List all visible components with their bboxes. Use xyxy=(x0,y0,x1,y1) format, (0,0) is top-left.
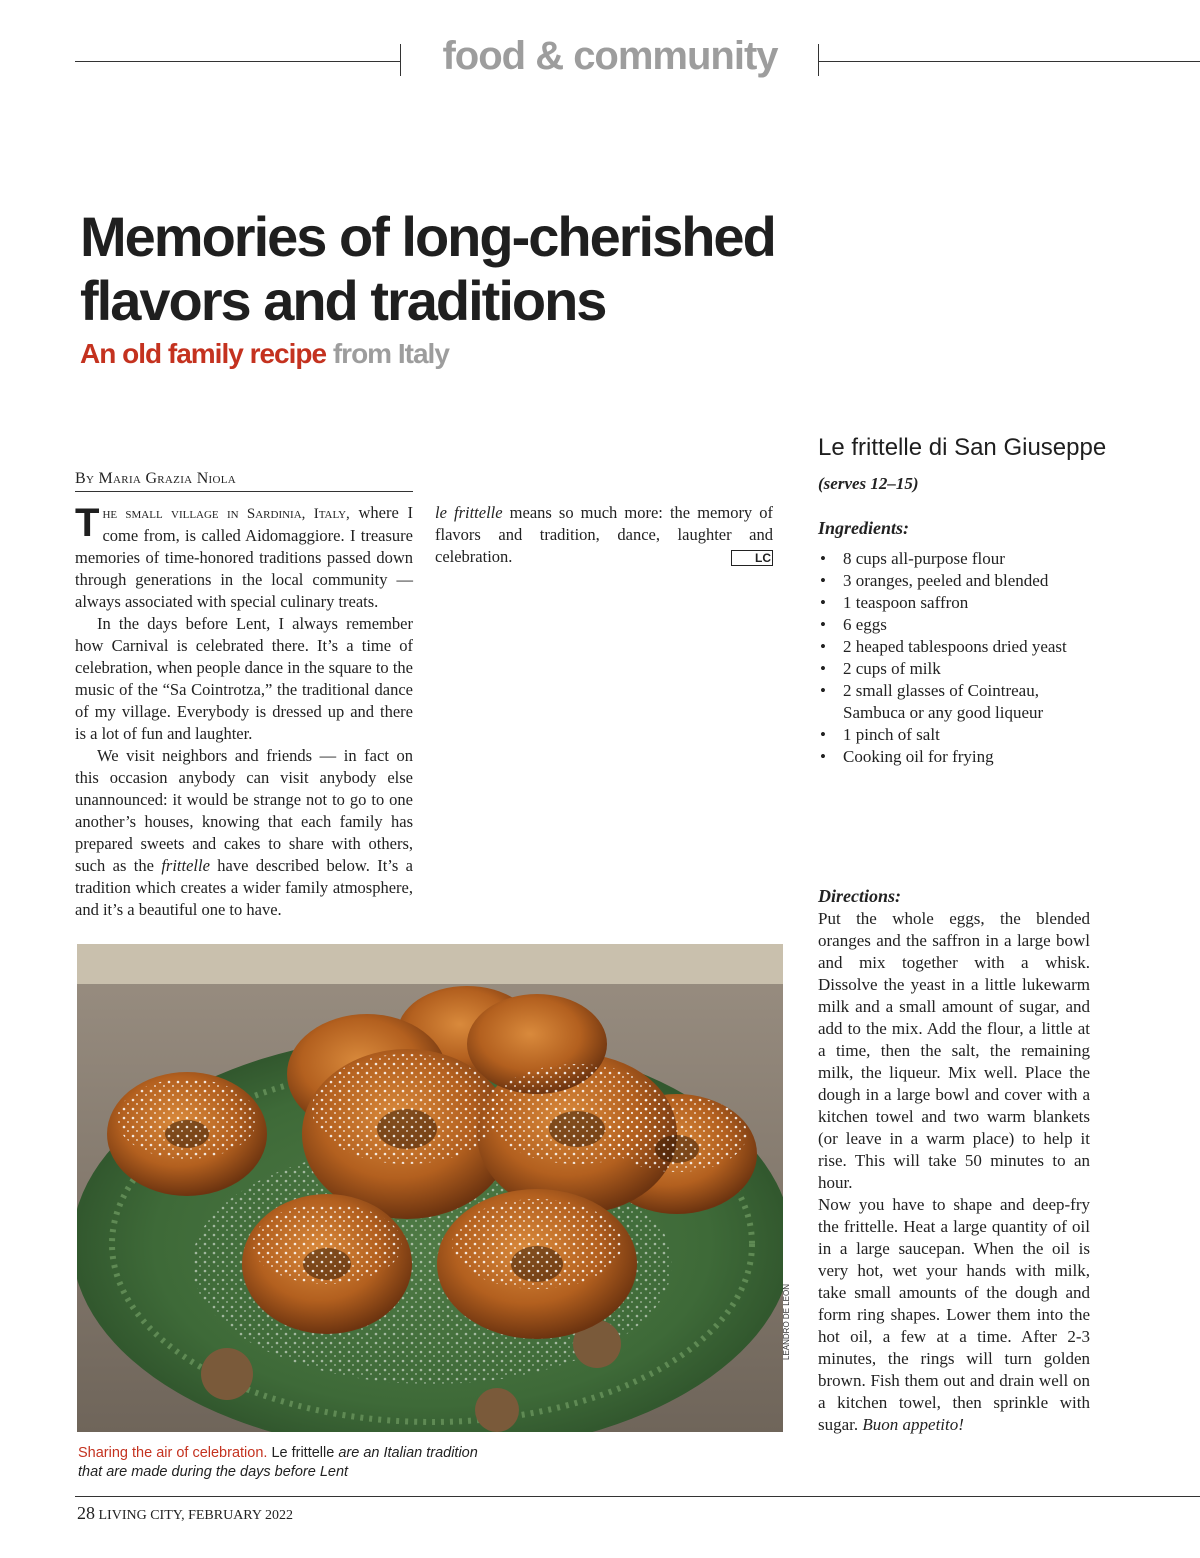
paragraph-1-text: where I come from, is called Aidomaggiore. I treasure memories of time-honored traditions passed down through generations in the local community — always associated with special culinary treats. xyxy=(75,503,413,611)
footer-rule xyxy=(75,1496,1200,1497)
byline-author: Maria Grazia Niola xyxy=(98,470,237,487)
article-column-1 xyxy=(75,502,413,920)
paragraph-2: In the days before Lent, I always remember how Carnival is celebrated there. It’s a time of celebration, when people dance in the square to the music of the “Sa Cointrotza,” the traditional dance of my village. Everybody is dressed up and there is a lot of fun and laughter. xyxy=(75,614,413,743)
title-line-1: Memories of long-cherished xyxy=(80,205,775,268)
article-column-2 xyxy=(435,502,773,920)
ingredient-item: • 1 teaspoon saffron xyxy=(818,592,1098,614)
frittelle-italic: frittelle xyxy=(161,856,210,875)
ingredient-item: • 2 heaped tablespoons dried yeast xyxy=(818,636,1098,658)
recipe-serves: (serves 12–15) xyxy=(818,474,919,493)
lead-in: he small village in Sardinia, Italy, xyxy=(102,506,350,522)
article-title xyxy=(80,205,980,333)
paragraph-3 xyxy=(75,745,413,921)
photo-credit: LEANDRO DE LEON xyxy=(782,1283,791,1360)
caption-lead: Sharing the air of celebration. xyxy=(78,1445,268,1461)
ingredient-item: • 6 eggs xyxy=(818,614,1098,636)
ingredients-heading: Ingredients: xyxy=(818,518,910,538)
ingredient-item: • Cooking oil for frying xyxy=(818,746,1098,768)
header-tick-right xyxy=(818,44,819,76)
directions-heading: Directions: xyxy=(818,886,901,906)
byline xyxy=(75,470,413,492)
ingredients-list xyxy=(818,548,1098,768)
ingredient-item: • 3 oranges, peeled and blended xyxy=(818,570,1098,592)
paragraph-7 xyxy=(435,502,773,568)
article-subtitle xyxy=(80,338,449,370)
header-rule-right xyxy=(818,61,1200,62)
ingredient-item: • 8 cups all-purpose flour xyxy=(818,548,1098,570)
photo-caption xyxy=(78,1444,498,1482)
buon-appetito: Buon appetito! xyxy=(862,1415,964,1434)
subtitle-gray: from Italy xyxy=(332,338,449,369)
caption-italic: are an Italian tradition that are made during the days before Lent xyxy=(78,1445,478,1480)
recipe-title: Le frittelle di San Giuseppe xyxy=(818,434,1107,461)
ingredient-item: • 2 cups of milk xyxy=(818,658,1098,680)
directions-paragraph-2 xyxy=(818,1194,1090,1436)
ingredient-item: • 2 small glasses of Cointreau, Sambuca or any good liqueur xyxy=(818,680,1098,724)
frittelle-photo-illustration xyxy=(77,944,783,1432)
paragraph-1 xyxy=(75,502,413,613)
paragraph-3-text-b: have described below. It’s a tradition which creates a wider family atmosphere, and it’s a beautiful one to have. xyxy=(75,856,414,919)
subtitle-red: An old family recipe xyxy=(80,338,327,369)
page-footer xyxy=(77,1503,293,1524)
header-rule-left xyxy=(75,61,400,62)
section-label: food & community xyxy=(442,34,778,78)
frittelle-photo xyxy=(77,944,783,1432)
column-2-flow xyxy=(435,502,773,568)
directions-paragraph-2-text: Now you have to shape and deep-fry the frittelle. Heat a large quantity of oil in a large saucepan. When the oil is very hot, wet your hands with milk, take small amounts of the dough and form ring shapes. Lower them into the hot oil, a few at a time. After 2-3 minutes, the rings will turn golden brown. Fish them out and drain well on a kitchen towel, then sprinkle with sugar. xyxy=(818,1195,1090,1434)
directions-paragraph-1: Put the whole eggs, the blended oranges and the saffron in a large bowl and mix together with a whisk. Dissolve the yeast in a little lukewarm milk and a small amount of sugar, and add to the mix. Add the flour, a little at a time, then the salt, the remaining milk, the liqueur. Mix well. Place the dough in a large bowl and cover with a kitchen towel and two warm blankets (or leave in a warm place) to help it rise. This will take 50 minutes to an hour. xyxy=(818,909,1090,1192)
header-tick-left xyxy=(400,44,401,76)
paragraph-3-text-a: We visit neighbors and friends — in fact on this occasion anybody can visit anybody else unannounced: it would be strange not to go to one another’s houses, knowing that each family has prepared sweets and cakes to share with others, such as the xyxy=(75,746,413,875)
byline-by: By xyxy=(75,470,95,487)
page-number: 28 xyxy=(77,1503,95,1523)
drop-cap: T xyxy=(75,501,100,545)
end-mark-logo: LC xyxy=(731,550,773,566)
paragraph-7-text-b: means so much more: the memory of flavors and tradition, dance, laughter and celebration. xyxy=(435,503,773,566)
publication-info: LIVING CITY, FEBRUARY 2022 xyxy=(98,1508,293,1523)
directions-text xyxy=(818,908,1090,1436)
le-frittelle-italic: le frittelle xyxy=(435,503,503,522)
ingredient-item: • 1 pinch of salt xyxy=(818,724,1098,746)
title-line-2: flavors and traditions xyxy=(80,269,606,332)
caption-plain: Le frittelle xyxy=(267,1445,335,1461)
